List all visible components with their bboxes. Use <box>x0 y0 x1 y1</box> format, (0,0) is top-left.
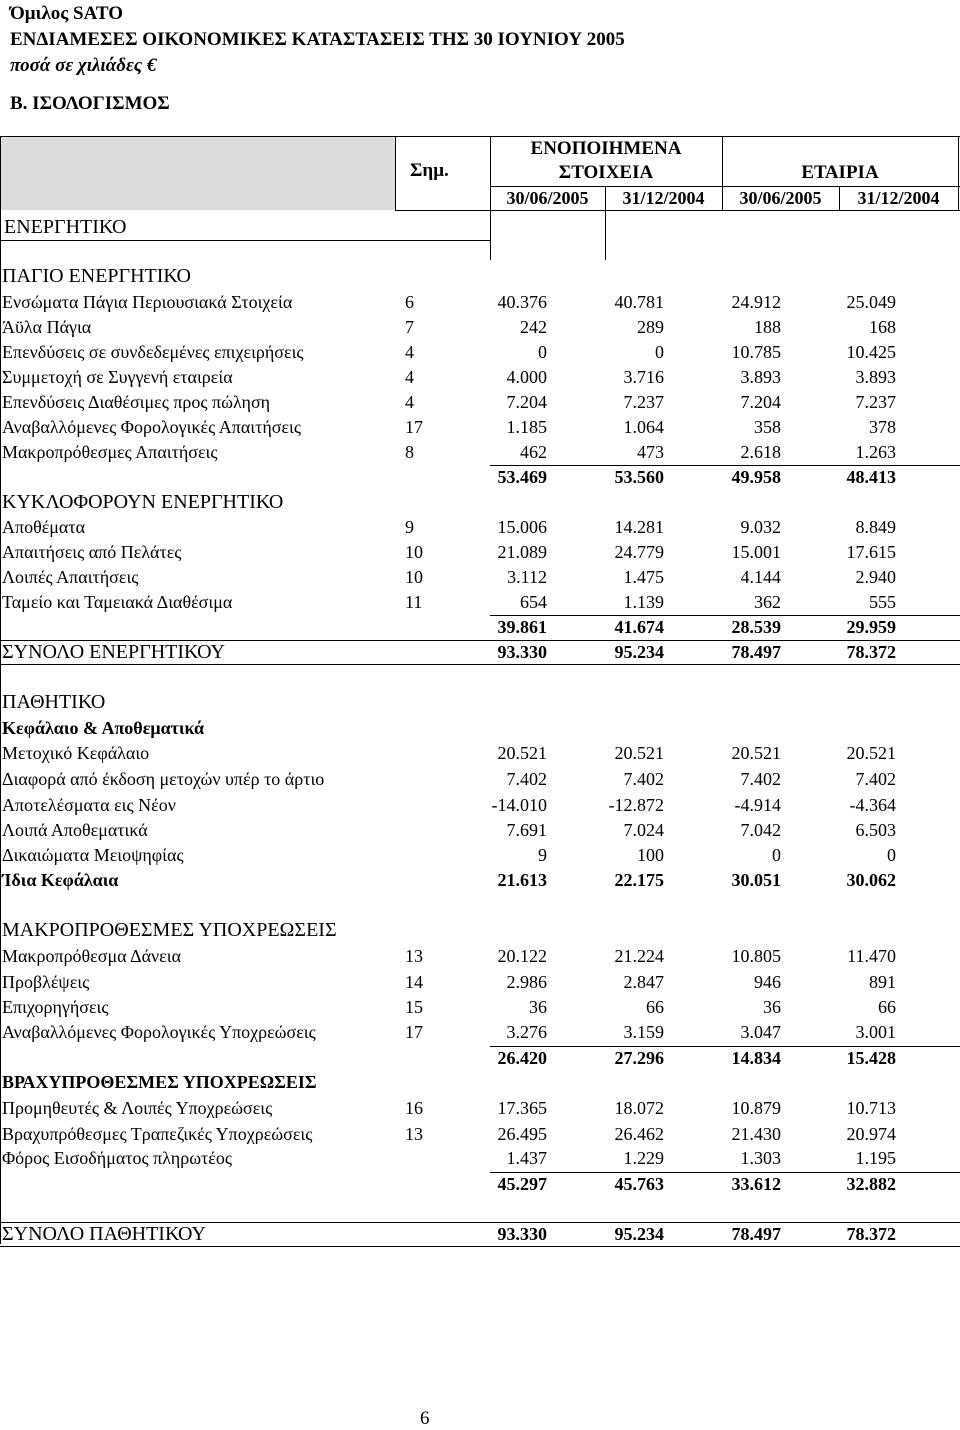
row-label: ΣΥΝΟΛΟ ΕΝΕΡΓΗΤΙΚΟΥ <box>2 641 225 663</box>
row-label: ΠΑΘΗΤΙΚΟ <box>2 691 106 713</box>
assets-label: ΕΝΕΡΓΗΤΙΚΟ <box>4 216 127 238</box>
row-note: 9 <box>405 517 414 537</box>
row-value-2: 66 <box>646 997 664 1017</box>
row-label: Δικαιώματα Μειοψηφίας <box>2 845 184 865</box>
header-shade <box>0 136 395 210</box>
row-value-1: 17.365 <box>497 1098 547 1118</box>
table-row <box>0 465 960 489</box>
table-row <box>0 440 960 464</box>
row-value-2: 7.402 <box>623 769 664 789</box>
table-row <box>0 716 960 740</box>
subtotal-rule <box>490 465 960 466</box>
row-value-4: 3.001 <box>855 1022 896 1042</box>
row-value-2: 45.763 <box>614 1174 664 1194</box>
row-label: Προμηθευτές & Λοιπές Υποχρεώσεις <box>2 1098 273 1118</box>
table-row <box>0 1146 960 1170</box>
row-value-2: 26.462 <box>614 1124 664 1144</box>
table-row <box>0 615 960 639</box>
row-value-2: 1.229 <box>623 1148 664 1168</box>
row-note: 4 <box>405 367 414 387</box>
row-note: 14 <box>405 972 423 992</box>
row-note: 10 <box>405 542 423 562</box>
row-value-2: 1.475 <box>623 567 664 587</box>
row-value-1: 462 <box>520 442 547 462</box>
row-value-1: 15.006 <box>497 517 547 537</box>
row-value-2: 1.064 <box>623 417 664 437</box>
row-value-2: 20.521 <box>614 743 664 763</box>
row-value-4: 20.521 <box>846 743 896 763</box>
date-col-2: 31/12/2004 <box>622 188 705 208</box>
row-label: Μακροπρόθεσμα Δάνεια <box>2 946 182 966</box>
table-row <box>0 970 960 994</box>
table-row <box>0 264 960 288</box>
row-value-3: 10.879 <box>731 1098 781 1118</box>
row-value-3: 358 <box>754 417 781 437</box>
table-row <box>0 1197 960 1221</box>
row-note: 6 <box>405 292 414 312</box>
row-value-3: 15.001 <box>731 542 781 562</box>
row-label: Αποτελέσματα εις Νέον <box>2 795 176 815</box>
row-value-1: -14.010 <box>491 795 547 815</box>
row-label: ΒΡΑΧΥΠΡΟΘΕΣΜΕΣ ΥΠΟΧΡΕΩΣΕΙΣ <box>2 1072 317 1092</box>
total-rule <box>0 1246 960 1247</box>
row-value-3: 7.042 <box>740 820 781 840</box>
section-title: Β. ΙΣΟΛΟΓΙΣΜΟΣ <box>10 93 170 114</box>
row-value-2: 14.281 <box>614 517 664 537</box>
row-value-1: 9 <box>538 845 547 865</box>
row-value-3: 4.144 <box>740 567 781 587</box>
row-value-4: 378 <box>869 417 896 437</box>
row-value-4: 891 <box>869 972 896 992</box>
row-value-1: 93.330 <box>497 1224 547 1244</box>
row-label: Μετοχικό Κεφάλαιο <box>2 743 150 763</box>
row-value-4: 2.940 <box>855 567 896 587</box>
row-value-4: 3.893 <box>855 367 896 387</box>
table-row <box>0 315 960 339</box>
row-value-1: 2.986 <box>506 972 547 992</box>
date-col-4: 31/12/2004 <box>857 188 940 208</box>
row-value-2: -12.872 <box>608 795 664 815</box>
header-top-rule <box>0 136 960 137</box>
row-label: Απαιτήσεις από Πελάτες <box>2 542 182 562</box>
row-label: Λοιπές Απαιτήσεις <box>2 567 139 587</box>
table-row <box>0 944 960 968</box>
row-value-3: 78.497 <box>731 642 781 662</box>
row-value-3: 946 <box>754 972 781 992</box>
row-note: 8 <box>405 442 414 462</box>
table-row <box>0 515 960 539</box>
row-value-4: 29.959 <box>846 617 896 637</box>
row-value-4: 10.425 <box>846 342 896 362</box>
total-rule <box>0 1222 960 1223</box>
row-value-4: 11.470 <box>847 946 896 966</box>
row-value-3: 10.805 <box>731 946 781 966</box>
note-col-header: Σημ. <box>410 160 449 181</box>
row-label: ΚΥΚΛΟΦΟΡΟΥΝ ΕΝΕΡΓΗΤΙΚΟ <box>2 491 284 513</box>
row-value-1: 26.420 <box>497 1048 547 1068</box>
table-row <box>0 868 960 892</box>
row-value-2: 3.159 <box>623 1022 664 1042</box>
table-row <box>0 390 960 414</box>
row-value-4: 7.237 <box>855 392 896 412</box>
row-value-1: 39.861 <box>497 617 547 637</box>
page-number: 6 <box>420 1408 430 1429</box>
row-value-3: 188 <box>754 317 781 337</box>
assets-rule <box>0 240 490 241</box>
company-name: Όμιλος SATO <box>10 3 124 24</box>
row-value-2: 41.674 <box>614 617 664 637</box>
row-value-3: 362 <box>754 592 781 612</box>
row-note: 17 <box>405 417 423 437</box>
row-value-2: 7.237 <box>623 392 664 412</box>
row-note: 7 <box>405 317 414 337</box>
table-row <box>0 1046 960 1070</box>
row-value-3: 21.430 <box>731 1124 781 1144</box>
header-mid-rule <box>490 186 960 187</box>
row-note: 4 <box>405 392 414 412</box>
table-row <box>0 1222 960 1246</box>
table-row <box>0 365 960 389</box>
row-value-3: 24.912 <box>731 292 781 312</box>
row-value-2: 100 <box>637 845 664 865</box>
subtotal-rule <box>490 1046 960 1047</box>
row-value-3: 2.618 <box>740 442 781 462</box>
row-value-2: 53.560 <box>614 467 664 487</box>
row-value-1: 3.276 <box>506 1022 547 1042</box>
row-value-1: 20.122 <box>497 946 547 966</box>
row-value-4: 555 <box>869 592 896 612</box>
row-value-2: 95.234 <box>614 1224 664 1244</box>
table-row <box>0 843 960 867</box>
row-value-2: 24.779 <box>614 542 664 562</box>
row-note: 15 <box>405 997 423 1017</box>
row-value-3: -4.914 <box>734 795 781 815</box>
row-label: Διαφορά από έκδοση μετοχών υπέρ το άρτιο <box>2 769 325 789</box>
row-value-4: 15.428 <box>846 1048 896 1068</box>
row-value-2: 473 <box>637 442 664 462</box>
row-value-1: 1.185 <box>506 417 547 437</box>
row-value-2: 18.072 <box>614 1098 664 1118</box>
row-value-2: 0 <box>655 342 664 362</box>
row-value-1: 4.000 <box>506 367 547 387</box>
row-value-4: 78.372 <box>846 642 896 662</box>
row-value-1: 3.112 <box>507 567 547 587</box>
units-label: ποσά σε χιλιάδες € <box>10 55 157 76</box>
row-value-4: 7.402 <box>855 769 896 789</box>
date-col-3: 30/06/2005 <box>739 188 822 208</box>
consolidated-header-l2: ΣΤΟΙΧΕΙΑ <box>558 162 654 183</box>
row-value-1: 40.376 <box>497 292 547 312</box>
row-value-3: 30.051 <box>731 870 781 890</box>
row-value-4: 32.882 <box>846 1174 896 1194</box>
table-row <box>0 665 960 689</box>
table-row <box>0 767 960 791</box>
row-value-2: 289 <box>637 317 664 337</box>
row-note: 10 <box>405 567 423 587</box>
table-row <box>0 995 960 1019</box>
row-label: Λοιπά Αποθεματικά <box>2 820 148 840</box>
row-value-1: 7.691 <box>506 820 547 840</box>
header-bottom-rule <box>490 210 960 211</box>
row-value-4: 1.195 <box>855 1148 896 1168</box>
table-row <box>0 818 960 842</box>
row-value-2: 7.024 <box>623 820 664 840</box>
row-label: Συμμετοχή σε Συγγενή εταιρεία <box>2 367 233 387</box>
row-value-2: 27.296 <box>614 1048 664 1068</box>
row-value-4: 25.049 <box>846 292 896 312</box>
row-value-2: 2.847 <box>623 972 664 992</box>
row-value-4: 48.413 <box>846 467 896 487</box>
row-value-1: 0 <box>538 342 547 362</box>
row-value-4: 6.503 <box>855 820 896 840</box>
table-row <box>0 1096 960 1120</box>
row-value-3: 3.047 <box>740 1022 781 1042</box>
row-label: Επενδύσεις σε συνδεδεμένες επιχειρήσεις <box>2 342 304 362</box>
row-note: 17 <box>405 1022 423 1042</box>
row-value-3: 1.303 <box>740 1148 781 1168</box>
row-label: ΜΑΚΡΟΠΡΟΘΕΣΜΕΣ ΥΠΟΧΡΕΩΣΕΙΣ <box>2 919 337 941</box>
table-row <box>0 565 960 589</box>
row-value-3: 28.539 <box>731 617 781 637</box>
table-row <box>0 490 960 514</box>
row-value-4: -4.364 <box>849 795 896 815</box>
row-label: Αναβαλλόμενες Φορολογικές Απαιτήσεις <box>2 417 301 437</box>
row-value-4: 78.372 <box>846 1224 896 1244</box>
table-row <box>0 640 960 664</box>
row-label: Άϋλα Πάγια <box>2 317 92 337</box>
row-value-4: 168 <box>869 317 896 337</box>
row-value-3: 20.521 <box>731 743 781 763</box>
row-value-2: 95.234 <box>614 642 664 662</box>
row-value-1: 7.204 <box>506 392 547 412</box>
table-row <box>0 415 960 439</box>
table-row <box>0 793 960 817</box>
row-label: Κεφάλαιο & Αποθεματικά <box>2 718 205 738</box>
row-value-1: 242 <box>520 317 547 337</box>
row-value-2: 3.716 <box>623 367 664 387</box>
row-value-1: 26.495 <box>497 1124 547 1144</box>
row-value-1: 654 <box>520 592 547 612</box>
row-value-2: 40.781 <box>614 292 664 312</box>
row-value-2: 21.224 <box>614 946 664 966</box>
consolidated-header-l1: ΕΝΟΠΟΙΗΜΕΝΑ <box>530 138 682 159</box>
row-value-3: 7.402 <box>740 769 781 789</box>
row-label: ΣΥΝΟΛΟ ΠΑΘΗΤΙΚΟΥ <box>2 1223 206 1245</box>
row-value-4: 1.263 <box>855 442 896 462</box>
row-value-1: 45.297 <box>497 1174 547 1194</box>
row-note: 13 <box>405 1124 423 1144</box>
table-row <box>0 741 960 765</box>
table-row <box>0 290 960 314</box>
row-value-3: 33.612 <box>731 1174 781 1194</box>
row-label: Φόρος Εισοδήματος πληρωτέος <box>2 1148 232 1168</box>
row-value-1: 1.437 <box>506 1148 547 1168</box>
table-row <box>0 918 960 942</box>
table-row <box>0 690 960 714</box>
header-note-rule <box>395 210 490 211</box>
row-value-1: 36 <box>529 997 547 1017</box>
row-label: Αποθέματα <box>2 517 86 537</box>
subtotal-rule <box>490 1172 960 1173</box>
row-value-3: 10.785 <box>731 342 781 362</box>
row-value-2: 1.139 <box>623 592 664 612</box>
row-note: 4 <box>405 342 414 362</box>
table-row <box>0 893 960 917</box>
row-label: Αναβαλλόμενες Φορολογικές Υποχρεώσεις <box>2 1022 316 1042</box>
row-value-3: 9.032 <box>740 517 781 537</box>
row-value-4: 17.615 <box>846 542 896 562</box>
row-value-3: 14.834 <box>731 1048 781 1068</box>
row-value-1: 53.469 <box>497 467 547 487</box>
row-note: 13 <box>405 946 423 966</box>
total-rule <box>0 640 960 641</box>
row-value-4: 8.849 <box>855 517 896 537</box>
right-border <box>958 136 959 210</box>
table-row <box>0 1070 960 1094</box>
row-note: 11 <box>405 592 423 612</box>
row-label: Επενδύσεις Διαθέσιμες προς πώληση <box>2 392 271 412</box>
row-value-2: 22.175 <box>614 870 664 890</box>
table-row <box>0 590 960 614</box>
row-label: Προβλέψεις <box>2 972 90 992</box>
row-label: Ίδια Κεφάλαια <box>2 870 119 890</box>
row-value-1: 21.613 <box>497 870 547 890</box>
table-row <box>0 340 960 364</box>
row-value-4: 30.062 <box>846 870 896 890</box>
row-label: Ταμείο και Ταμειακά Διαθέσιμα <box>2 592 233 612</box>
table-row <box>0 1172 960 1196</box>
row-value-3: 7.204 <box>740 392 781 412</box>
table-row <box>0 1020 960 1044</box>
row-value-1: 20.521 <box>497 743 547 763</box>
row-label: Επιχορηγήσεις <box>2 997 109 1017</box>
row-label: Βραχυπρόθεσμες Τραπεζικές Υποχρεώσεις <box>2 1124 313 1144</box>
row-value-4: 0 <box>887 845 896 865</box>
note-col-border <box>395 136 396 210</box>
row-note: 16 <box>405 1098 423 1118</box>
row-value-1: 7.402 <box>506 769 547 789</box>
row-value-4: 20.974 <box>846 1124 896 1144</box>
report-title: ΕΝΔΙΑΜΕΣΕΣ ΟΙΚΟΝΟΜΙΚΕΣ ΚΑΤΑΣΤΑΣΕΙΣ ΤΗΣ 30 ΙΟΥΝΙΟΥ 2005 <box>10 29 625 50</box>
row-value-3: 36 <box>763 997 781 1017</box>
row-value-4: 10.713 <box>846 1098 896 1118</box>
company-header: ΕΤΑΙΡΙΑ <box>801 162 879 183</box>
row-value-1: 21.089 <box>497 542 547 562</box>
row-label: ΠΑΓΙΟ ΕΝΕΡΓΗΤΙΚΟ <box>2 265 191 287</box>
row-label: Ενσώματα Πάγια Περιουσιακά Στοιχεία <box>2 292 293 312</box>
row-value-3: 3.893 <box>740 367 781 387</box>
date-col-1: 30/06/2005 <box>506 188 589 208</box>
table-row <box>0 540 960 564</box>
row-value-1: 93.330 <box>497 642 547 662</box>
subtotal-rule <box>490 615 960 616</box>
row-value-3: 78.497 <box>731 1224 781 1244</box>
row-value-4: 66 <box>878 997 896 1017</box>
row-value-3: 0 <box>772 845 781 865</box>
row-label: Μακροπρόθεσμες Απαιτήσεις <box>2 442 218 462</box>
table-row <box>0 1122 960 1146</box>
row-value-3: 49.958 <box>731 467 781 487</box>
